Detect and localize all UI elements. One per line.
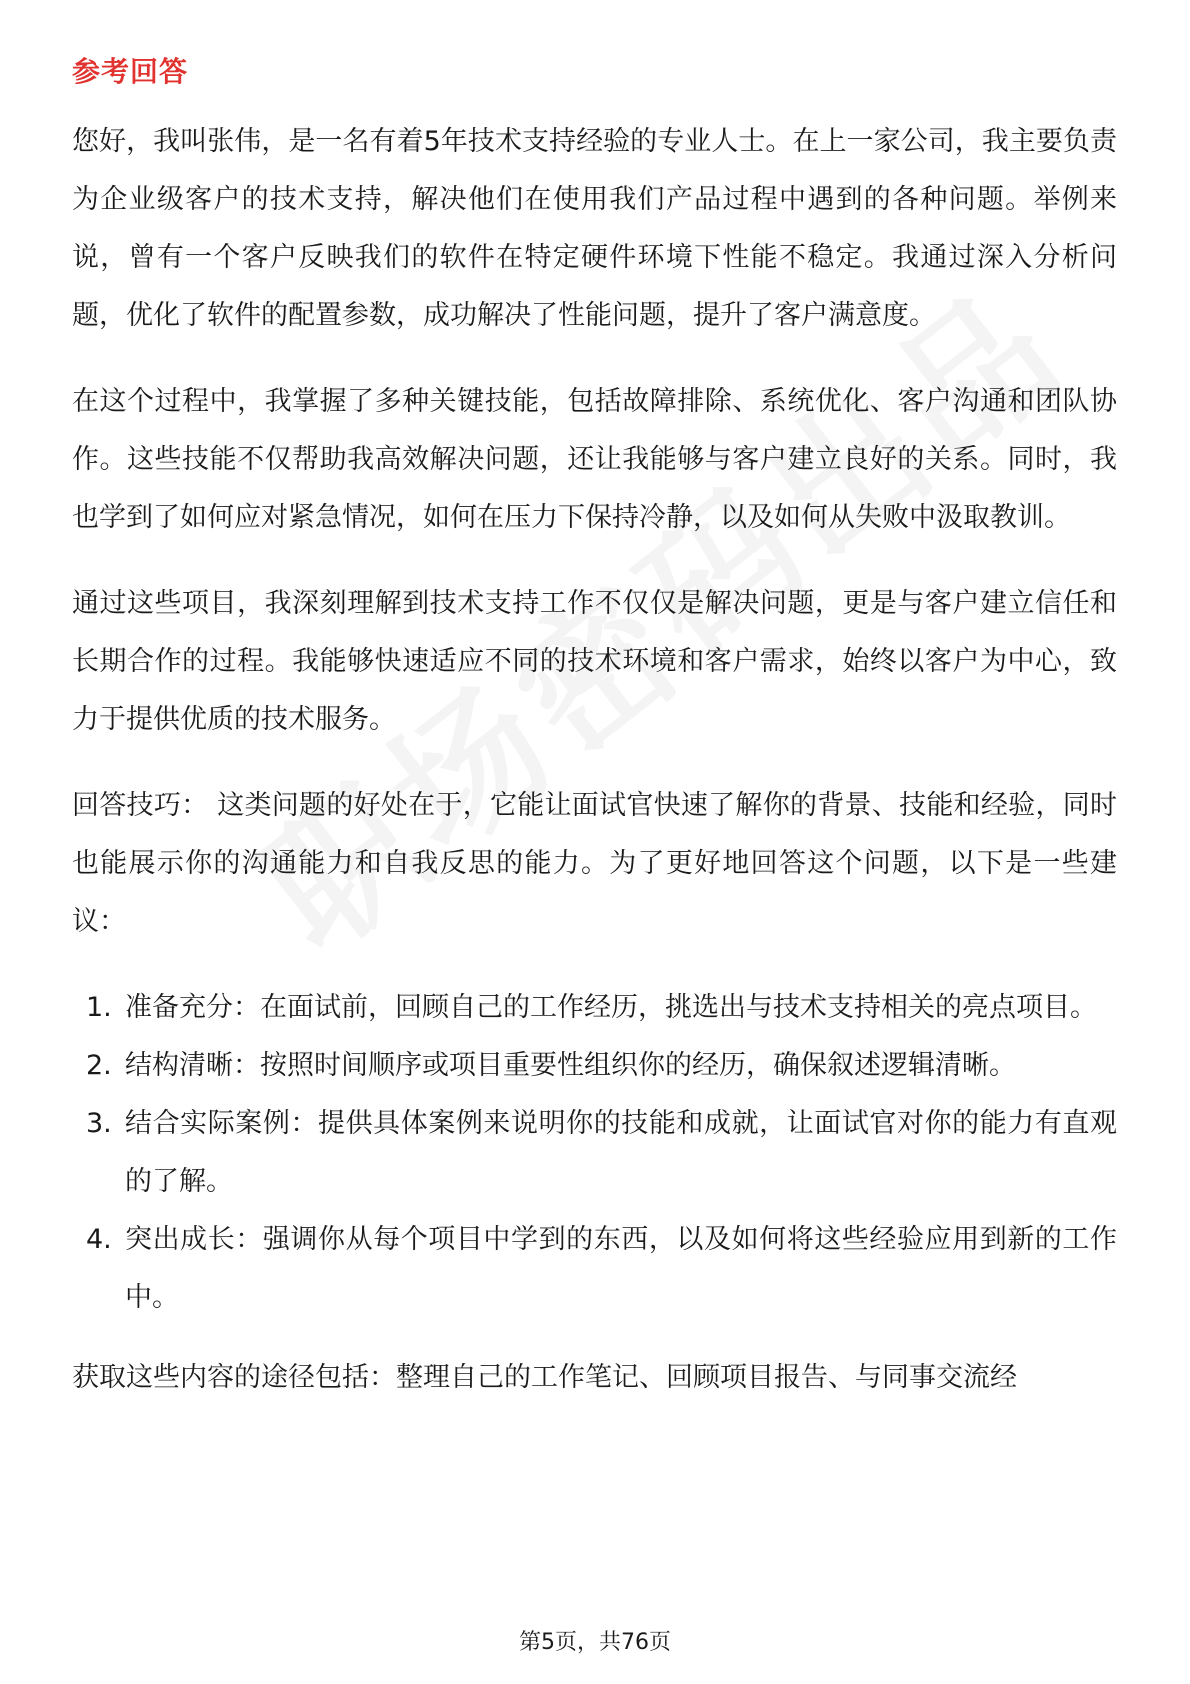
list-item-text: 突出成长：强调你从每个项目中学到的东西，以及如何将这些经验应用到新的工作中。 bbox=[125, 1224, 1117, 1313]
paragraph-intro: 您好，我叫张伟，是一名有着5年技术支持经验的专业人士。在上一家公司，我主要负责为企业级客户的技术支持，解决他们在使用我们产品过程中遇到的各种问题。举例来说，曾有一个客户反映我们的软件在特定硬件环境下性能不稳定。我通过深入分析问题，优化了软件的配置参数，成功解决了性能问题，提升了客户满意度。 bbox=[72, 126, 1117, 331]
paragraph-tips: 回答技巧： 这类问题的好处在于，它能让面试官快速了解你的背景、技能和经验，同时也能展示你的沟通能力和自我反思的能力。为了更好地回答这个问题，以下是一些建议： bbox=[72, 790, 1117, 937]
list-item-text: 结构清晰：按照时间顺序或项目重要性组织你的经历，确保叙述逻辑清晰。 bbox=[125, 1050, 1016, 1081]
list-item bbox=[72, 1095, 1117, 1211]
paragraph-understanding: 通过这些项目，我深刻理解到技术支持工作不仅仅是解决问题，更是与客户建立信任和长期合作的过程。我能够快速适应不同的技术环境和客户需求，始终以客户为中心，致力于提供优质的技术服务。 bbox=[72, 588, 1117, 735]
list-item-text: 准备充分：在面试前，回顾自己的工作经历，挑选出与技术支持相关的亮点项目。 bbox=[125, 992, 1097, 1023]
section-heading: 参考回答 bbox=[72, 55, 189, 88]
list-item-number: 2. bbox=[86, 1050, 112, 1081]
list-item-text: 结合实际案例：提供具体案例来说明你的技能和成就，让面试官对你的能力有直观的了解。 bbox=[125, 1108, 1117, 1197]
body-content bbox=[72, 113, 1117, 1435]
list-item-number: 4. bbox=[86, 1224, 112, 1255]
list-item bbox=[72, 979, 1117, 1037]
page-number: 第5页，共76页 bbox=[519, 1630, 671, 1655]
list-item bbox=[72, 1037, 1117, 1095]
paragraph-closing: 获取这些内容的途径包括：整理自己的工作笔记、回顾项目报告、与同事交流经 bbox=[72, 1362, 1017, 1393]
list-item bbox=[72, 1211, 1117, 1327]
paragraph-skills: 在这个过程中，我掌握了多种关键技能，包括故障排除、系统优化、客户沟通和团队协作。这些技能不仅帮助我高效解决问题，还让我能够与客户建立良好的关系。同时，我也学到了如何应对紧急情况，如何在压力下保持冷静，以及如何从失败中汲取教训。 bbox=[72, 386, 1117, 533]
list-item-number: 3. bbox=[86, 1108, 112, 1139]
list-item-number: 1. bbox=[86, 992, 112, 1023]
suggestion-list bbox=[72, 979, 1117, 1327]
